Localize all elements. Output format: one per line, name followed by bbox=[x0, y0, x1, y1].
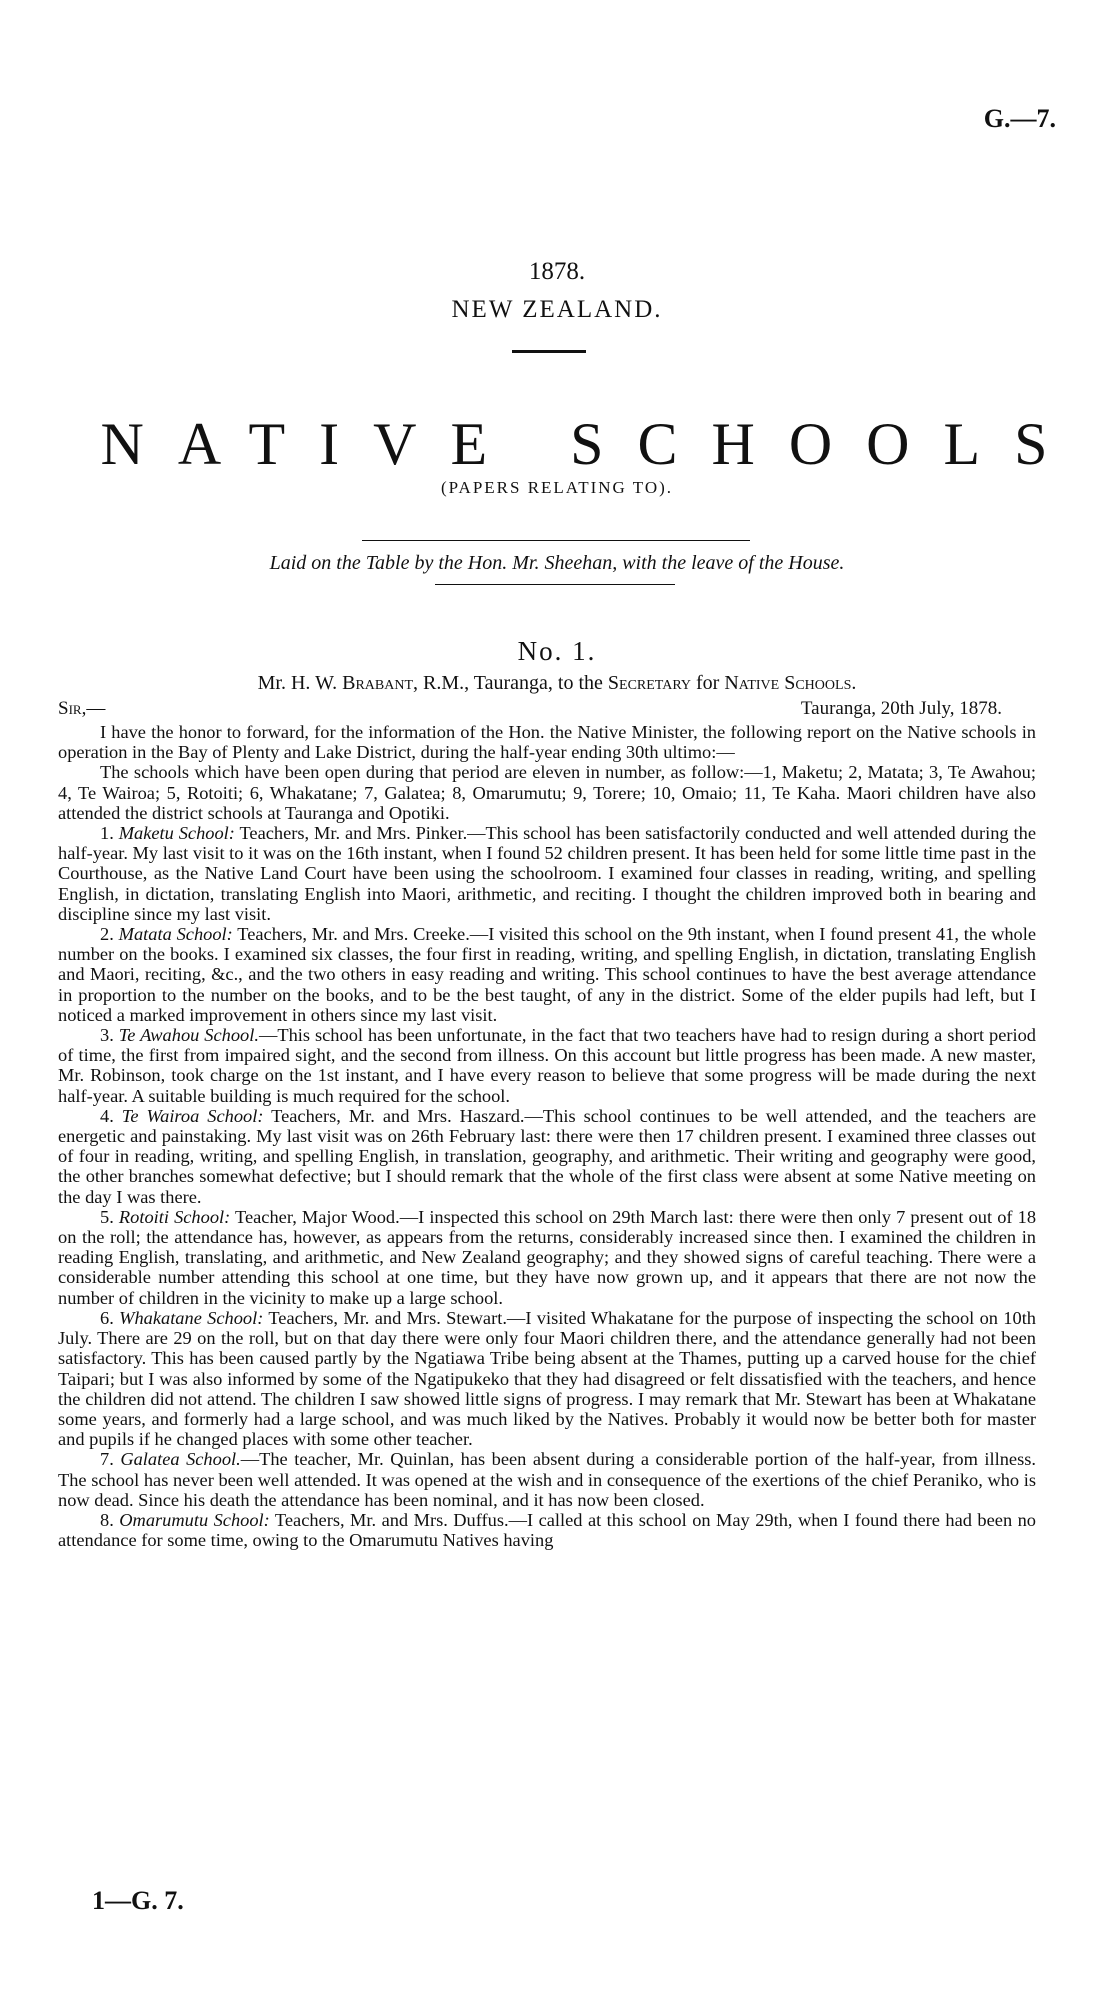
divider-upper bbox=[362, 540, 750, 541]
document-title: NATIVE SCHOOLS bbox=[100, 411, 1082, 477]
item-number: 8. bbox=[100, 1509, 120, 1530]
letter-from-line bbox=[0, 672, 1114, 695]
paragraph-text: Teachers, Mr. and Mrs. Pinker.—This school has been satisfactorily conducted and well attended during the half-year. My last visit to it was on the 16th instant, when I found 52 children present. It has been held for some little time past in the Courthouse, as the Native Land Court have been using the schoolroom. I examined four classes in reading, writing, and spelling English, in dictation, translating English into Maori, arithmetic, and reciting. I thought the children improved both in bearing and discipline since my last visit. bbox=[58, 823, 1036, 924]
school-name: Te Wairoa School: bbox=[121, 1105, 264, 1126]
letter-number: No. 1. bbox=[517, 636, 597, 666]
item-number: 2. bbox=[100, 924, 119, 945]
from-name: Brabant bbox=[342, 672, 414, 694]
from-for: for bbox=[691, 672, 725, 694]
item-number: 6. bbox=[100, 1307, 120, 1328]
paragraph-galatea bbox=[58, 1449, 1036, 1510]
paragraph-te-awahou bbox=[58, 1025, 1036, 1106]
paragraph-te-wairoa bbox=[58, 1106, 1036, 1207]
salutation: Sir,— bbox=[58, 698, 106, 719]
school-name: Omarumutu School: bbox=[119, 1509, 270, 1530]
from-end: . bbox=[851, 672, 857, 694]
place-date: Tauranga, 20th July, 1878. bbox=[800, 698, 1002, 719]
paragraph-school-list: The schools which have been open during that period are eleven in number, as follow:—1, Maketu; 2, Matata; 3, Te Awahou; 4, Te Wairoa; 5, Rotoiti; 6, Whakatane; 7, Galatea; 8, Omarumutu; 9, Torere; 10, Omaio; 11, Te Kaha. Maori children have also attended the district schools at Tauranga and Opotiki. bbox=[58, 762, 1036, 823]
paragraph-text: —The teacher, Mr. Quinlan, has been absent during a considerable portion of the half-year, from illness. The school has never been well attended. It was opened at the wish and in consequence of the exertions of the chief Peraniko, who is now dead. Since his death the attendance has been nominal, and it has now been closed. bbox=[58, 1449, 1037, 1510]
document-subtitle: (PAPERS RELATING TO). bbox=[440, 478, 674, 497]
paragraph-maketu bbox=[58, 823, 1036, 924]
school-name: Te Awahou School. bbox=[118, 1025, 259, 1046]
paragraph-rotoiti bbox=[58, 1207, 1036, 1308]
document-reference: G.—7. bbox=[983, 104, 1056, 133]
school-name: Matata School: bbox=[118, 924, 233, 945]
paragraph-matata bbox=[58, 924, 1036, 1025]
item-number: 1. bbox=[100, 823, 119, 844]
school-name: Rotoiti School: bbox=[118, 1206, 231, 1227]
item-number: 5. bbox=[100, 1206, 119, 1227]
from-location: , R.M., Tauranga, to the bbox=[413, 672, 608, 694]
paragraph-omarumutu bbox=[58, 1510, 1036, 1550]
paragraph-text: Teachers, Mr. and Mrs. Duffus.—I called at this school on May 29th, when I found there had been no attendance for some time, owing to the Omarumutu Natives having bbox=[58, 1509, 1036, 1551]
paragraph-text: Teachers, Mr. and Mrs. Stewart.—I visited Whakatane for the purpose of inspecting the school on 10th July. There are 29 on the roll, but on that day there were only four Maori children there, and the attendance generally had not been satisfactory. This has been caused partly by the Ngatiawa Tribe being absent at the Thames, putting up a carved house for the chief Taipari; but I was also informed by some of the Ngatipukeko that they had disagreed or felt dissatisfied with the teachers, and hence the children did not attend. The children I saw showed little signs of progress. I may remark that Mr. Stewart has been at Whakatane some years, and formerly had a large school, and was much liked by the Natives. Probably it would now be better both for master and pupils if he changed places with some other teacher. bbox=[58, 1307, 1036, 1450]
school-name: Galatea School. bbox=[120, 1449, 241, 1470]
paragraph-intro: I have the honor to forward, for the information of the Hon. the Native Minister, the following report on the Native schools in operation in the Bay of Plenty and Lake District, during the half-year ending 30th ultimo:— bbox=[58, 722, 1036, 763]
item-number: 7. bbox=[100, 1449, 121, 1470]
paragraph-text: Teacher, Major Wood.—I inspected this school on 29th March last: there were then only 7 present out of 18 on the roll; the attendance has, however, as appears from the returns, considerably increased since then. I examined the children in reading English, translating, and arithmetic, and New Zealand geography; and they showed signs of careful teaching. There were a considerable number attending this school at one time, but they have now grown up, and it appears that there are not now the number of children in the vicinity to make up a large school. bbox=[58, 1206, 1037, 1308]
item-number: 4. bbox=[100, 1105, 122, 1126]
paragraph-text: Teachers, Mr. and Mrs. Creeke.—I visited this school on the 9th instant, when I found present 41, the whole number on the books. I examined six classes, the four first in reading, writing, and spelling English, in dictation, translating English and Maori, reciting, &c., and the two others in easy reading and writing. This school continues to have the best average attendance in proportion to the number on the books, and to be the best taught, of any in the district. Some of the elder pupils had left, but I noticed a marked improvement in others since my last visit. bbox=[58, 924, 1037, 1025]
page-footer-ref: 1—G. 7. bbox=[92, 1886, 184, 1915]
divider-short bbox=[512, 350, 586, 353]
year: 1878. bbox=[528, 258, 586, 285]
item-number: 3. bbox=[100, 1025, 119, 1046]
paragraph-whakatane bbox=[58, 1308, 1036, 1449]
divider-lower bbox=[435, 584, 675, 585]
letter-body bbox=[58, 722, 1036, 1550]
from-prefix: Mr. H. W. bbox=[257, 672, 343, 694]
school-name: Whakatane School: bbox=[119, 1307, 264, 1328]
country: NEW ZEALAND. bbox=[451, 296, 663, 323]
to-department: Native Schools bbox=[724, 672, 852, 694]
paragraph-text: —This school has been unfortunate, in the fact that two teachers have had to resign during a short period of time, the first from impaired sight, and the second from illness. On this account but little progress has been made. A new master, Mr. Robinson, took charge on the 1st instant, and I have every reason to believe that some progress will be made during the next half-year. A suitable building is much required for the school. bbox=[58, 1025, 1037, 1106]
school-name: Maketu School: bbox=[118, 823, 235, 844]
to-title: Secretary bbox=[607, 672, 692, 694]
tabled-note: Laid on the Table by the Hon. Mr. Sheehan, with the leave of the House. bbox=[269, 552, 845, 574]
paragraph-text: Teachers, Mr. and Mrs. Haszard.—This school continues to be well attended, and the teachers are energetic and painstaking. My last visit was on 26th February last: there were then 17 children present. I examined three classes out of four in reading, writing, and spelling English, in translation, geography, and arithmetic. Their writing and geography were good, the other branches somewhat defective; but I should remark that the whole of the first class were absent at some Native meeting on the day I was there. bbox=[58, 1105, 1037, 1207]
